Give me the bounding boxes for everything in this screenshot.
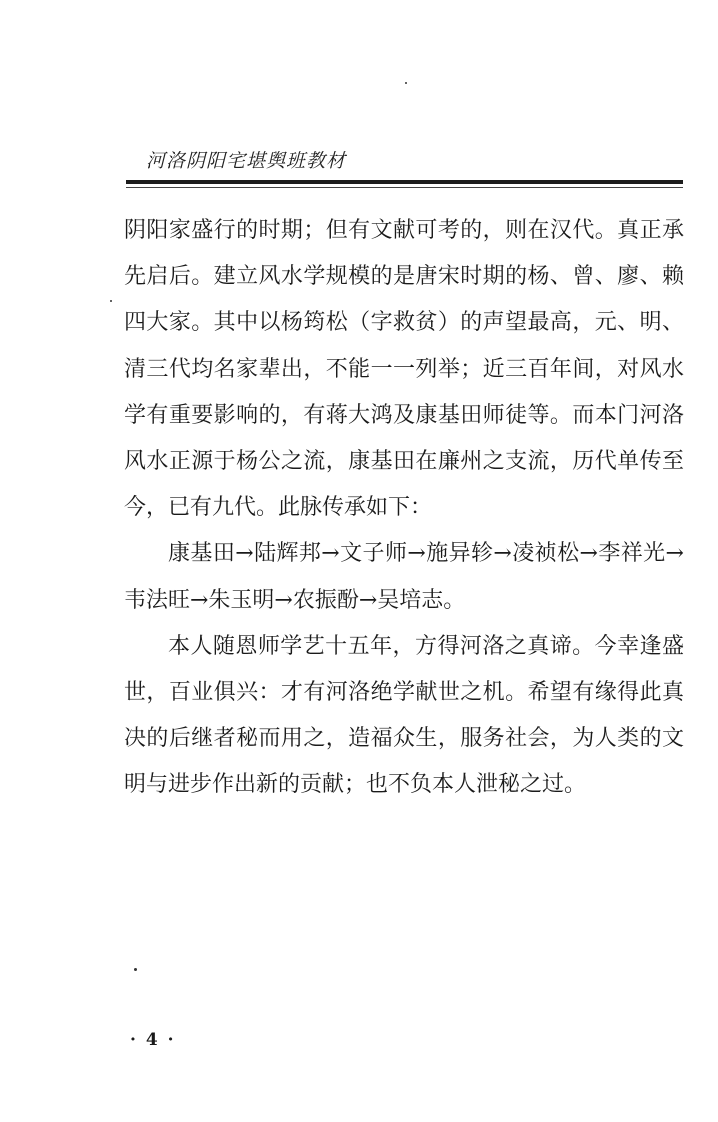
- header-rule-thin: [126, 187, 683, 188]
- page-number: · 4 ·: [130, 1030, 176, 1050]
- header-rule-thick: [126, 180, 683, 184]
- scan-speck: [405, 82, 407, 84]
- body-text: [124, 208, 684, 809]
- running-header: 河洛阴阳宅堪舆班教材: [146, 150, 347, 172]
- paragraph-lineage: 康基田→陆辉邦→文子师→施异轸→凌祯松→李祥光→韦法旺→朱玉明→农振酚→吴培志。: [124, 541, 684, 613]
- scan-speck: [110, 300, 112, 302]
- paragraph-history: 阴阳家盛行的时期；但有文献可考的，则在汉代。真正承先启后。建立风水学规模的是唐宋时期的杨、曾、廖、赖四大家。其中以杨筠松（字救贫）的声望最高，元、明、清三代均名家辈出，不能一一列举；近三百年间，对风水学有重要影响的，有蒋大鸿及康基田师徒等。而本门河洛风水正源于杨公之流，康基田在廉州之支流，历代单传至今，已有九代。此脉传承如下：: [124, 218, 684, 521]
- scan-speck: [134, 968, 137, 971]
- paragraph-closing: 本人随恩师学艺十五年，方得河洛之真谛。今幸逢盛世，百业俱兴：才有河洛绝学献世之机。希望有缘得此真决的后继者秘而用之，造福众生，服务社会，为人类的文明与进步作出新的贡献；也不负本人泄秘之过。: [124, 633, 684, 798]
